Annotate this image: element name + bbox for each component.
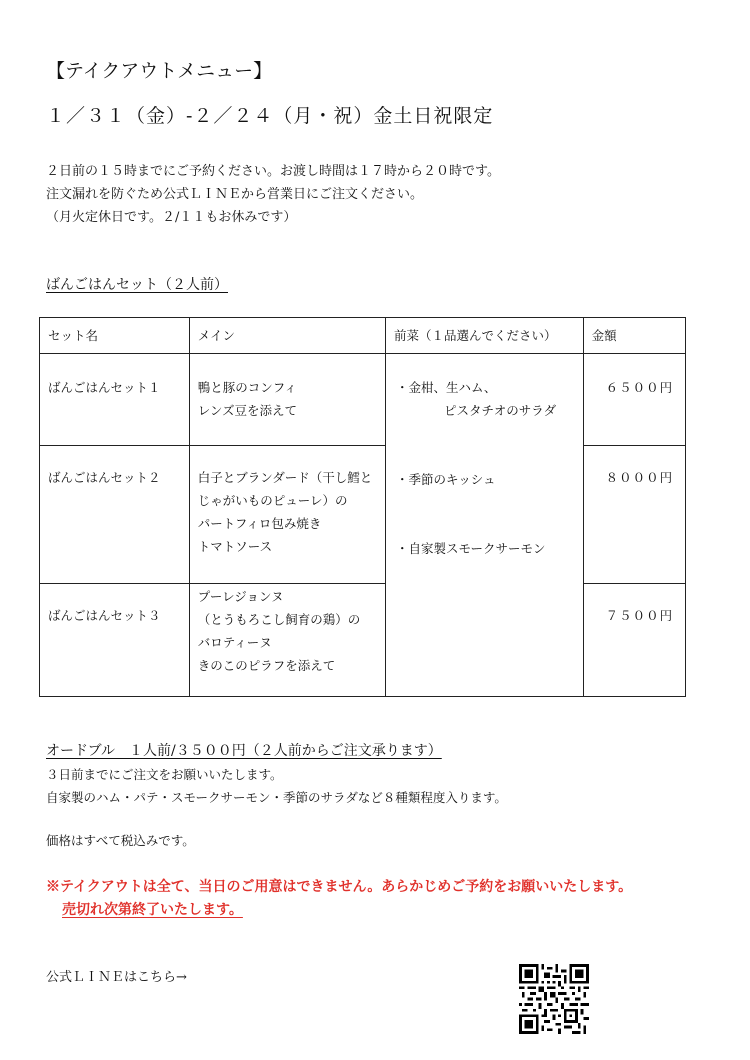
table-header-row <box>40 318 686 354</box>
main-dish-line: 白子とブランダード（干し鱈と <box>197 470 373 485</box>
intro-line-1: ２日前の１５時までにご予約ください。お渡し時間は１７時から２０時です。 <box>46 164 500 179</box>
starter-option: ・自家製スモークサーモン <box>396 541 546 556</box>
starter-options <box>386 354 583 560</box>
main-dish-line: 鴨と豚のコンフィ <box>197 380 297 395</box>
main-dish-line: パートフィロ包み焼き <box>197 516 322 531</box>
table-row <box>40 446 686 584</box>
qr-code-icon[interactable] <box>519 964 589 1034</box>
column-header-main: メイン <box>197 328 235 343</box>
table-row <box>40 584 686 697</box>
column-header-starter: 前菜（１品選んでください） <box>394 328 557 343</box>
set-name: ばんごはんセット１ <box>48 380 161 395</box>
column-header-set-name: セット名 <box>48 328 99 343</box>
set-name: ばんごはんセット３ <box>48 608 161 623</box>
set-menu-table <box>39 317 686 697</box>
warning-line-1: ※テイクアウトは全て、当日のご用意はできません。あらかじめご予約をお願いいたします。 <box>46 879 633 895</box>
main-dish-line: きのこのピラフを添えて <box>197 658 336 673</box>
line-link-text[interactable]: 公式ＬＩＮＥはこちら→ <box>46 970 187 985</box>
set-price: ７５００円 <box>605 608 674 623</box>
starter-option: ・金柑、生ハム、 <box>396 380 497 395</box>
hors-doeuvre-heading: オードブル １人前/３５００円（２人前からご注文承ります） <box>46 743 442 759</box>
starter-option-continued: ピスタチオのサラダ <box>444 403 557 418</box>
tax-note: 価格はすべて税込みです。 <box>46 833 195 848</box>
hors-doeuvre-line-2: 自家製のハム・パテ・スモークサーモン・季節のサラダなど８種類程度入ります。 <box>46 790 507 805</box>
column-header-price: 金額 <box>591 328 617 343</box>
set-name: ばんごはんセット２ <box>48 470 161 485</box>
main-dish-line: レンズ豆を添えて <box>197 403 298 418</box>
main-dish-line: トマトソース <box>197 539 273 554</box>
warning-line-2: 売切れ次第終了いたします。 <box>62 902 243 918</box>
page-title: 【テイクアウトメニュー】 <box>46 60 273 82</box>
main-dish-line: じゃがいものピューレ）の <box>197 493 348 508</box>
intro-line-3: （月火定休日です。２/１１もお休みです） <box>46 210 297 225</box>
set-price: ８０００円 <box>605 470 674 485</box>
hors-doeuvre-line-1: ３日前までにご注文をお願いいたします。 <box>46 767 283 782</box>
main-dish <box>190 584 385 683</box>
main-dish-line: バロティーヌ <box>197 635 272 650</box>
set-section-heading: ばんごはんセット（２人前） <box>46 277 228 293</box>
main-dish-line: プーレジョンヌ <box>197 589 284 604</box>
main-dish <box>190 446 385 564</box>
table-row <box>40 354 686 446</box>
main-dish <box>190 354 385 428</box>
starter-option: ・季節のキッシュ <box>396 472 496 487</box>
intro-line-2: 注文漏れを防ぐため公式ＬＩＮＥから営業日にご注文ください。 <box>46 187 424 202</box>
main-dish-line: （とうもろこし飼育の鶏）の <box>197 612 361 627</box>
set-price: ６５００円 <box>605 380 674 395</box>
date-range: １／３１（金）-２／２４（月・祝）金土日祝限定 <box>46 105 494 127</box>
